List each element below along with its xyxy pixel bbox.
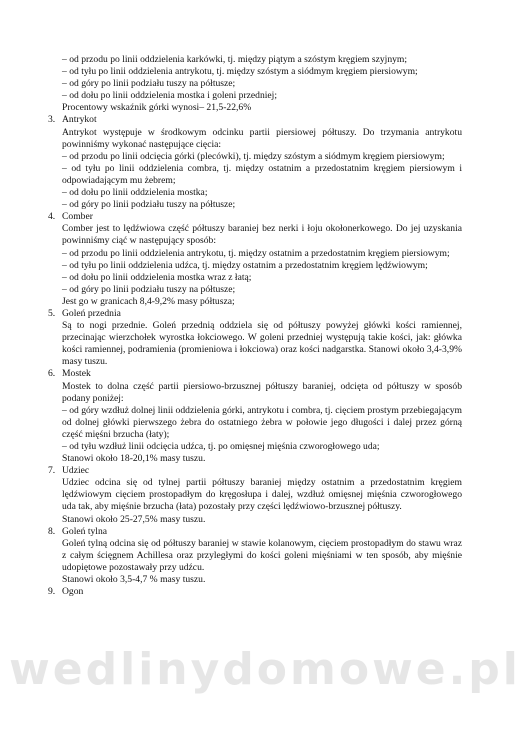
section-line: – od dołu po linii oddzielenia mostka wraz z łatą; [62, 271, 252, 283]
intro-line: – od dołu po linii oddzielenia mostka i goleni przedniej; [62, 90, 278, 102]
section-number: 3. [48, 114, 56, 126]
section-number: 9. [48, 586, 56, 598]
section-line: – od tyłu wzdłuż linii odcięcia udźca, tj. po omięsnej mięśnia czworogłowego uda; [62, 441, 380, 452]
section-mostek [48, 368, 462, 465]
section-line: Stanowi około 18-20,1% masy tuszu. [62, 453, 206, 465]
section-line: – od góry wzdłuż dolnej linii oddzielenia górki, antrykotu i combra, tj. cięciem prostym przebiegającym od dolnej główki pierwszego żebra do ostatniego żebra w połowie jego długości i dalej przez górną część mięśni brzucha (łaty); [62, 404, 462, 440]
section-line: Goleń tylną odcina się od półtuszy baraniej w stawie kolanowym, cięciem prostopadłym do stawu wraz z całym ścięgnem Achillesa oraz przyległymi do kości goleni mięśniami w ten sposób, aby mięśnie udopiętowe pozostawały przy udźcu. [62, 537, 462, 573]
section-title: Mostek [62, 368, 91, 380]
section-golen-przednia [48, 307, 462, 368]
section-line: Mostek to dolna część partii piersiowo-brzusznej półtuszy baraniej, odcięta od półtuszy w sposób podany poniżej: [62, 380, 462, 404]
section-title: Antrykot [62, 114, 97, 126]
intro-block [62, 54, 462, 114]
section-line: – od góry po linii podziału tuszy na półtusze; [62, 199, 236, 211]
section-line: – od góry po linii podziału tuszy na półtusze; [62, 283, 236, 295]
section-line: Stanowi około 25-27,5% masy tuszu. [62, 513, 206, 525]
section-line: – od przodu po linii odcięcia górki (plecówki), tj. między szóstym a siódmym kręgiem piersiowym; [62, 150, 445, 162]
section-golen-tylna [48, 525, 462, 586]
section-line: Antrykot występuje w środkowym odcinku partii piersiowej półtuszy. Do trzymania antrykotu powinniśmy wykonać następujące cięcia: [62, 126, 462, 150]
watermark: wedlinydomowe.pl [9, 644, 521, 695]
section-antrykot [48, 114, 462, 211]
section-udziec [48, 465, 462, 525]
intro-line: – od przodu po linii oddzielenia karkówki, tj. między piątym a szóstym kręgiem szyjnym; [62, 54, 408, 65]
intro-line: – od góry po linii podziału tuszy na półtusze; [62, 78, 236, 90]
section-line: Comber jest to lędźwiowa część półtuszy baraniej bez nerki i łoju okołonerkowego. Do jej uzyskania powinniśmy ciąć w następujący sposób: [62, 223, 462, 247]
section-line: – od dołu po linii oddzielenia mostka; [62, 187, 208, 199]
section-title: Comber [62, 211, 93, 223]
section-comber [48, 211, 462, 308]
section-title: Goleń tylna [62, 525, 108, 537]
section-line: Udziec odcina się od tylnej partii półtuszy baraniej między ostatnim a przedostatnim kręgiem lędźwiowym cięciem prostopadłym do kręgosłupa i dalej, wzdłuż omięsnej mięśnia czworogłowego uda tak, aby mięśnie brzucha (łata) pozostały przy części lędźwiowo-brzusznej półtuszy. [62, 477, 462, 513]
section-number: 8. [48, 525, 56, 537]
section-line: Stanowi około 3,5-4,7 % masy tuszu. [62, 574, 206, 586]
section-title: Udziec [62, 465, 90, 477]
section-number: 4. [48, 211, 56, 223]
section-number: 6. [48, 368, 56, 380]
section-line: – od przodu po linii oddzielenia antrykotu, tj. między ostatnim a przedostatnim kręgiem piersiowym; [62, 247, 450, 259]
section-number: 7. [48, 465, 56, 477]
intro-line: Procentowy wskaźnik górki wynosi– 21,5-22,6% [62, 102, 252, 114]
section-line: Jest go w granicach 8,4-9,2% masy półtusza; [62, 295, 235, 307]
section-ogon [48, 586, 462, 598]
document-body [48, 54, 462, 598]
section-title: Goleń przednia [62, 307, 121, 319]
section-number: 5. [48, 307, 56, 319]
intro-line: – od tyłu po linii oddzielenia antrykotu, tj. między szóstym a siódmym kręgiem piersiowym; [62, 66, 418, 78]
section-line: Są to nogi przednie. Goleń przednią oddziela się od półtuszy powyżej główki kości ramiennej, przecinając wierzchołek wyrostka łokciowego. W goleni przedniej występują takie kości, jak: główka kości ramiennej, podramienia (promieniowa i łokciowa) oraz kości nadgarstka. Stanowi około 3,4-3,9% masy tuszu. [62, 320, 462, 368]
section-line: – od tyłu po linii oddzielenia combra, tj. między ostatnim a przedostatnim kręgiem piersiowym i odpowiadającym mu żebrem; [62, 162, 462, 186]
section-line: – od tyłu po linii oddzielenia udźca, tj. między ostatnim a przedostatnim kręgiem lędźwiowym; [62, 259, 428, 271]
section-title: Ogon [62, 586, 84, 598]
